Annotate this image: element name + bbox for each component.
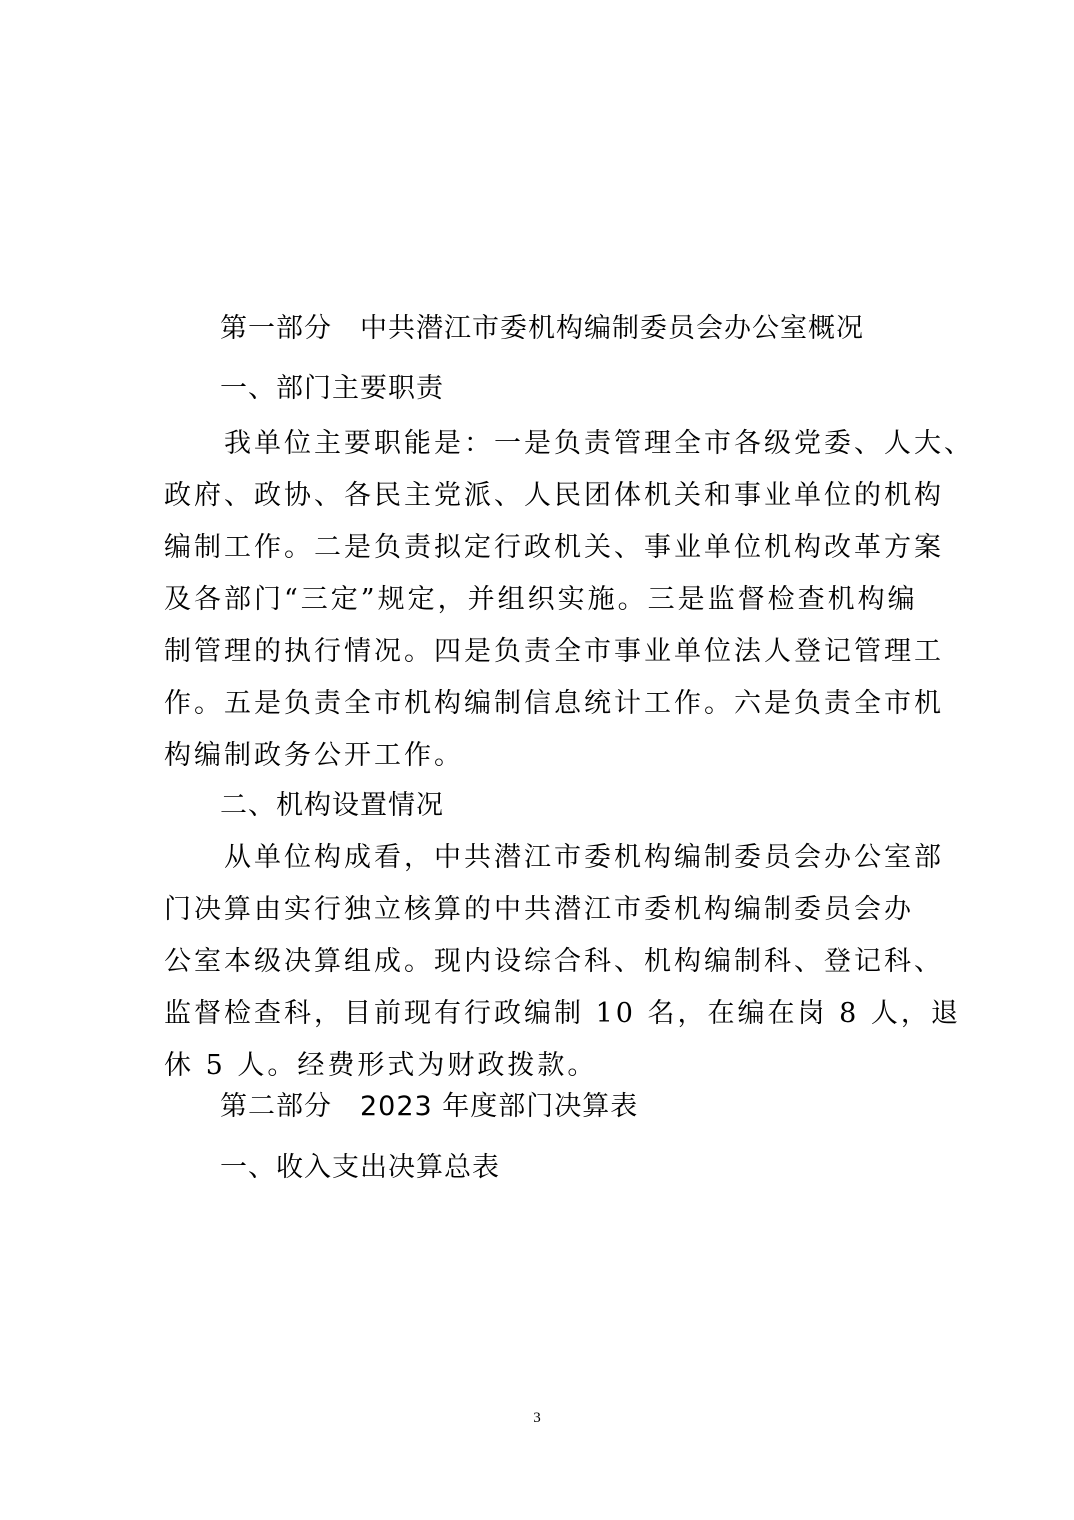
section1-paragraph — [164, 418, 974, 782]
section1-heading: 一、部门主要职责 — [220, 373, 444, 404]
paragraph-line: 及各部门“三定”规定，并组织实施。三是监督检查机构编 — [164, 584, 918, 615]
section2-heading: 二、机构设置情况 — [220, 790, 444, 821]
paragraph-line: 门决算由实行独立核算的中共潜江市委机构编制委员会办 — [164, 894, 914, 925]
paragraph-line: 我单位主要职能是：一是负责管理全市各级党委、人大、 — [164, 428, 974, 459]
paragraph-line: 构编制政务公开工作。 — [164, 740, 464, 771]
section3-heading: 一、收入支出决算总表 — [220, 1152, 500, 1183]
paragraph-line: 作。五是负责全市机构编制信息统计工作。六是负责全市机 — [164, 688, 944, 719]
section2-paragraph — [164, 832, 961, 1092]
page-number: 3 — [533, 1410, 541, 1426]
paragraph-line: 政府、政协、各民主党派、人民团体机关和事业单位的机构 — [164, 480, 944, 511]
paragraph-line: 从单位构成看，中共潜江市委机构编制委员会办公室部 — [164, 842, 944, 873]
paragraph-line: 编制工作。二是负责拟定行政机关、事业单位机构改革方案 — [164, 532, 944, 563]
paragraph-line: 休 5 人。经费形式为财政拨款。 — [164, 1050, 598, 1081]
part1-title: 第一部分 中共潜江市委机构编制委员会办公室概况 — [220, 313, 864, 344]
paragraph-line: 公室本级决算组成。现内设综合科、机构编制科、登记科、 — [164, 946, 944, 977]
paragraph-line: 制管理的执行情况。四是负责全市事业单位法人登记管理工 — [164, 636, 944, 667]
part2-title: 第二部分 2023 年度部门决算表 — [220, 1091, 639, 1122]
paragraph-line: 监督检查科，目前现有行政编制 10 名，在编在岗 8 人，退 — [164, 998, 961, 1029]
